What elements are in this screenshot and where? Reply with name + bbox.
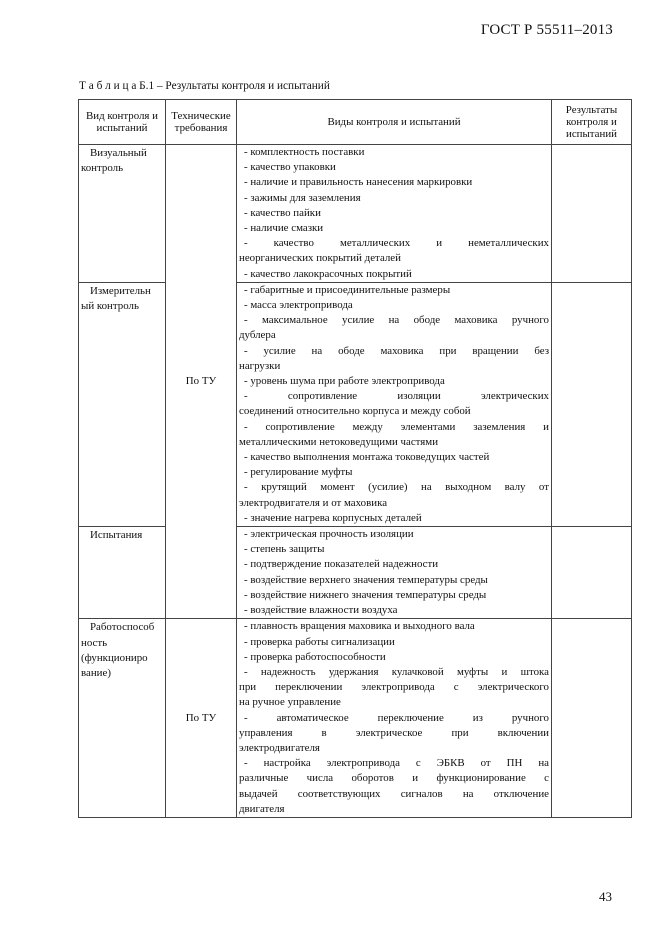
control-type-line: - масса электропривода xyxy=(244,299,353,312)
control-type-line: - воздействие влажности воздуха xyxy=(244,604,398,617)
control-types-cell xyxy=(237,282,552,526)
results-cell xyxy=(552,145,632,283)
control-type-line: различные числа оборотов и функционирование с xyxy=(239,772,549,785)
control-type-line: соединений относительно корпуса и между собой xyxy=(239,405,471,418)
control-kind-line: (функциониро xyxy=(81,651,148,664)
control-kind-line: Измерительн xyxy=(90,284,151,297)
control-kind-cell xyxy=(79,619,166,818)
control-type-line: - качество металлических и неметаллических xyxy=(244,237,549,250)
control-type-line: - качество лакокрасочных покрытий xyxy=(244,267,412,280)
control-type-line: электродвигателя xyxy=(239,741,320,754)
page-number: 43 xyxy=(599,889,612,904)
control-type-line: - регулирование муфты xyxy=(244,466,353,479)
control-kind-line: контроль xyxy=(81,162,124,175)
control-type-line: - плавность вращения маховика и выходного вала xyxy=(244,620,475,633)
control-type-line: - электрическая прочность изоляции xyxy=(244,528,414,541)
table-caption: Т а б л и ц а Б.1 – Результаты контроля и испытаний xyxy=(79,80,330,92)
control-types-cell xyxy=(237,619,552,818)
control-type-line: - габаритные и присоединительные размеры xyxy=(244,283,451,296)
control-type-line: электродвигателя и от маховика xyxy=(239,496,388,509)
control-type-line: - воздействие нижнего значения температуры среды xyxy=(244,588,487,601)
control-types-cell xyxy=(237,145,552,283)
technical-requirements-cell: По ТУ xyxy=(166,619,237,818)
technical-requirements-cell: По ТУ xyxy=(166,145,237,619)
control-kind-line: вание) xyxy=(81,666,111,679)
control-type-line: выдачей соответствующих сигналов на отключение xyxy=(239,787,549,800)
control-type-line: на ручное управление xyxy=(239,696,341,709)
control-type-line: дублера xyxy=(239,329,276,342)
control-kind-cell xyxy=(79,145,166,283)
control-type-line: - сопротивление между элементами заземления и xyxy=(244,420,549,433)
control-type-line: - наличие и правильность нанесения маркировки xyxy=(244,176,473,189)
control-type-line: - значение нагрева корпусных деталей xyxy=(244,511,422,524)
control-type-line: - уровень шума при работе электропривода xyxy=(244,375,445,388)
control-kind-line: Визуальный xyxy=(90,147,147,159)
header-kind: Вид контроля и испытаний xyxy=(79,100,166,145)
results-cell xyxy=(552,619,632,818)
control-type-line: - степень защиты xyxy=(244,543,325,556)
results-cell xyxy=(552,282,632,526)
control-type-line: нагрузки xyxy=(239,359,281,372)
table-row xyxy=(79,527,632,619)
control-type-line: - крутящий момент (усилие) на выходном валу от xyxy=(244,481,549,494)
control-kind-line: ый контроль xyxy=(81,300,139,313)
control-type-line: неорганических покрытий деталей xyxy=(239,252,401,265)
header-results: Результаты контроля и испытаний xyxy=(552,100,632,145)
control-type-line: - качество упаковки xyxy=(244,161,336,174)
control-type-line: - проверка работоспособности xyxy=(244,650,386,663)
control-type-line: - наличие смазки xyxy=(244,222,324,235)
control-type-line: - зажимы для заземления xyxy=(244,191,361,204)
control-type-line: - подтверждение показателей надежности xyxy=(244,558,439,571)
table-row xyxy=(79,145,632,283)
control-type-line: управления в электрическое при включении xyxy=(239,726,549,739)
control-kind-cell xyxy=(79,282,166,526)
header-types: Виды контроля и испытаний xyxy=(237,100,552,145)
control-type-line: при переключении электропривода с электрического xyxy=(239,681,549,694)
control-type-line: - качество выполнения монтажа токоведущих частей xyxy=(244,451,490,464)
control-type-line: - максимальное усилие на ободе маховика ручного xyxy=(244,314,549,327)
control-kind-line: Работоспособ xyxy=(90,621,155,634)
control-type-line: - усилие на ободе маховика при вращении без xyxy=(244,344,549,357)
control-type-line: - комплектность поставки xyxy=(244,146,365,158)
results-cell xyxy=(552,527,632,619)
document-code: ГОСТ Р 55511–2013 xyxy=(480,22,613,38)
control-type-line: - сопротивление изоляции электрических xyxy=(244,390,549,403)
control-type-line: - воздействие верхнего значения температуры среды xyxy=(244,573,488,586)
control-type-line: - качество пайки xyxy=(244,206,321,219)
control-kind-line: Испытания xyxy=(90,529,143,542)
results-table xyxy=(78,99,632,818)
table-header-row xyxy=(79,100,632,145)
control-type-line: - автоматическое переключение из ручного xyxy=(244,711,549,724)
header-requirements: Технические требования xyxy=(166,100,237,145)
table-body xyxy=(79,145,632,818)
control-type-line: - проверка работы сигнализации xyxy=(244,635,395,648)
control-types-cell xyxy=(237,527,552,619)
table-row xyxy=(79,282,632,526)
control-kind-cell xyxy=(79,527,166,619)
control-type-line: - настройка электропривода с ЭБКВ от ПН на xyxy=(244,757,549,770)
control-type-line: металлическими нетоковедущими частями xyxy=(239,435,439,448)
control-kind-line: ность xyxy=(81,636,108,649)
control-type-line: - надежность удержания кулачковой муфты и штока xyxy=(244,665,549,678)
control-type-line: двигателя xyxy=(239,802,285,815)
table-row xyxy=(79,619,632,818)
